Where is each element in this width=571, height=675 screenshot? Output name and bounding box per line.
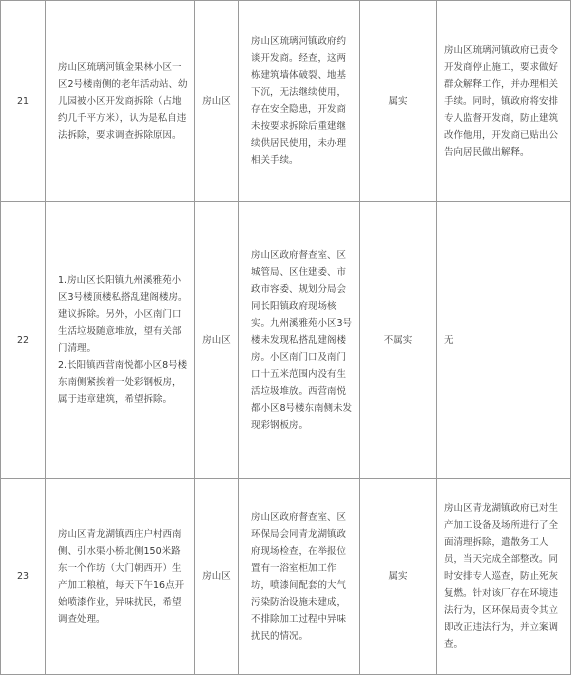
verification-status: 属实 [360, 1, 437, 202]
complaint-description: 房山区青龙湖镇西庄户村西南侧、引水渠小桥北侧150米路东一个作坊（大门朝西开）生产加工粮植，每天下午16点开始喷漆作业，异味扰民，希望调查处理。 [46, 479, 195, 675]
handling-result: 房山区琉璃河镇政府已责令开发商停止施工，要求做好群众解释工作，并办理相关手续。同时，镇政府将安排专人监督开发商，防止建筑改作他用，开发商已贴出公告向居民做出解释。 [437, 1, 571, 202]
investigation-findings: 房山区政府督查室、区城管局、区住建委、市政市容委、规划分局会同长阳镇政府现场核实。九州溪雅苑小区3号楼未发现私搭乱建阁楼房。小区南门口及南门口十五米范围内没有生活垃圾堆放。西营南悦都小区8号楼东南侧未发现彩钢板房。 [239, 202, 360, 479]
investigation-findings: 房山区政府督查室、区环保局会同青龙湖镇政府现场检查，在举报位置有一浴室柜加工作坊，喷漆间配套的大气污染防治设施未建成，不排除加工过程中异味扰民的情况。 [239, 479, 360, 675]
table-row [1, 1, 571, 202]
complaint-description: 房山区琉璃河镇金果林小区一区2号楼南侧的老年活动站、幼儿园被小区开发商拆除（占地约几千平方米），认为是私自违法拆除，要求调查拆除原因。 [46, 1, 195, 202]
handling-result: 房山区青龙湖镇政府已对生产加工设备及场所进行了全面清理拆除，遣散务工人员，当天完成全部整改。同时安排专人巡查，防止死灰复燃。针对该厂存在环境违法行为，区环保局责令其立即改正违法行为，并立案调查。 [437, 479, 571, 675]
verification-status: 属实 [360, 479, 437, 675]
complaint-description: 1.房山区长阳镇九州溪雅苑小区3号楼顶楼私搭乱建阁楼房。建议拆除。另外，小区南门口生活垃圾随意堆放，望有关部门清理。 2.长阳镇西营南悦都小区8号楼东南侧紧挨着一处彩钢板房，属于违章建筑，希望拆除。 [46, 202, 195, 479]
row-number: 23 [1, 479, 46, 675]
investigation-findings: 房山区琉璃河镇政府约谈开发商。经查，这两栋建筑墙体破裂、地基下沉，无法继续使用，存在安全隐患，开发商未按要求拆除后重建继续供居民使用，未办理相关手续。 [239, 1, 360, 202]
table-row [1, 202, 571, 479]
handling-result: 无 [437, 202, 571, 479]
table-row [1, 479, 571, 675]
row-number: 21 [1, 1, 46, 202]
district: 房山区 [195, 479, 239, 675]
district: 房山区 [195, 202, 239, 479]
verification-status: 不属实 [360, 202, 437, 479]
district: 房山区 [195, 1, 239, 202]
row-number: 22 [1, 202, 46, 479]
